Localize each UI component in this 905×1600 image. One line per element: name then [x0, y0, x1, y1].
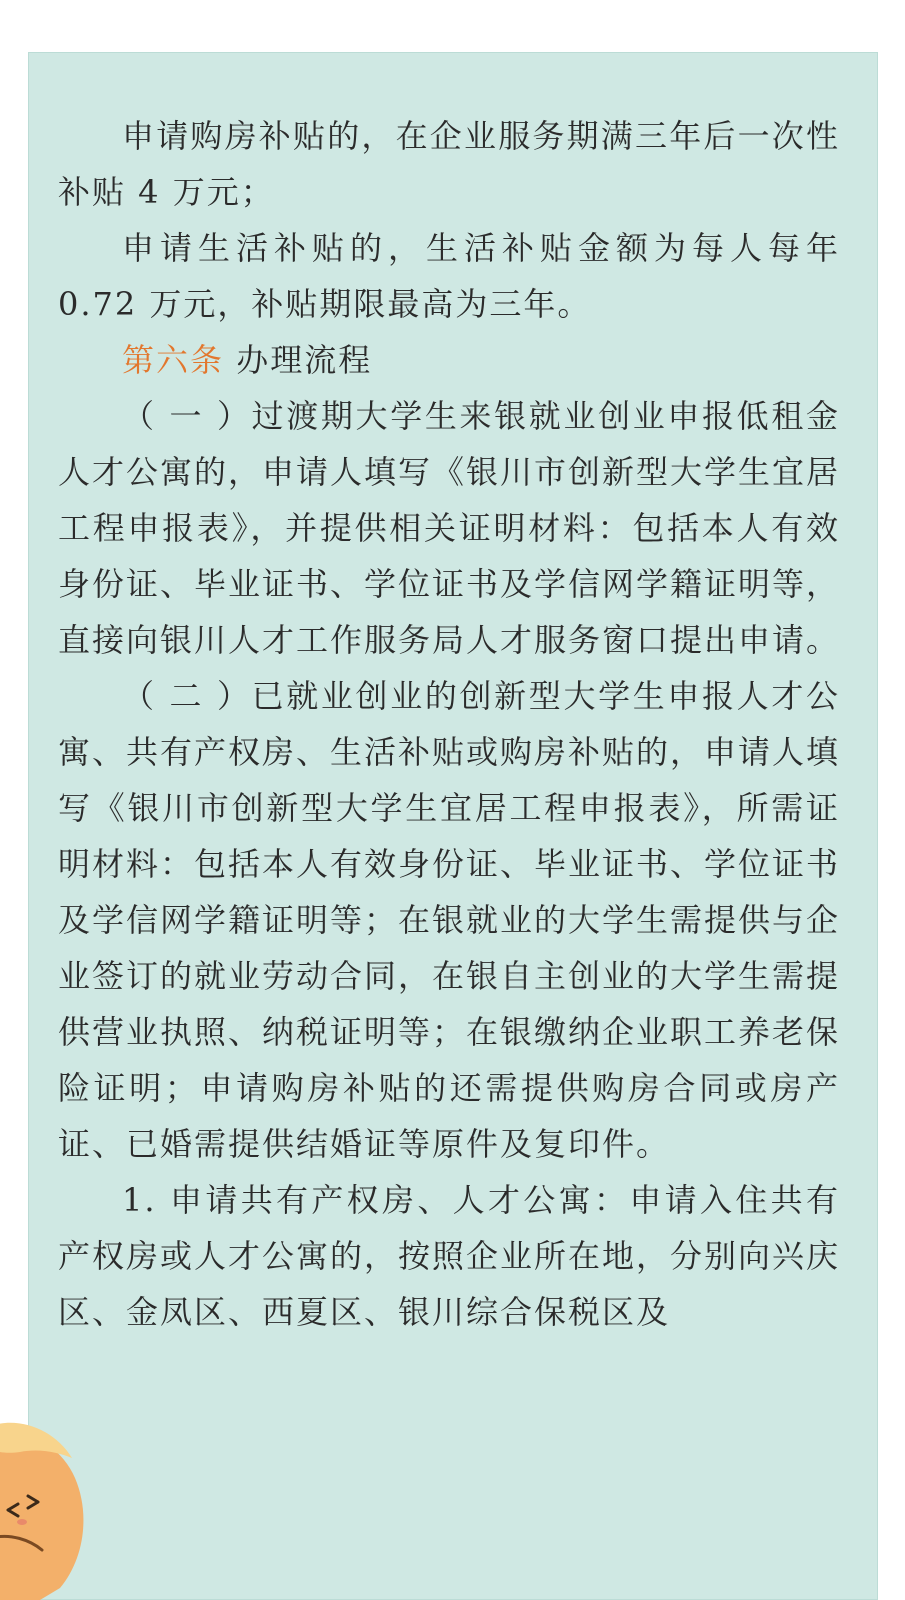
- paragraph-procedure-item-1: 1. 申请共有产权房、人才公寓：申请入住共有产权房或人才公寓的，按照企业所在地，分别向兴庆区、金凤区、西夏区、银川综合保税区及: [58, 1181, 841, 1331]
- cartoon-mascot-icon: [0, 1418, 120, 1600]
- paragraph-living-subsidy: 申请生活补贴的，生活补贴金额为每人每年 0.72 万元，补贴期限最高为三年。: [58, 229, 840, 323]
- paragraph-housing-subsidy: 申请购房补贴的，在企业服务期满三年后一次性补贴 4 万元；: [58, 117, 840, 211]
- article-content: [58, 108, 840, 1340]
- section-heading: [58, 332, 840, 388]
- section-heading-title: 办理流程: [236, 341, 373, 379]
- section-heading-number: 第六条: [122, 341, 225, 379]
- paragraph-procedure-2: （ 二 ）已就业创业的创新型大学生申报人才公寓、共有产权房、生活补贴或购房补贴的，申请人填写《银川市创新型大学生宜居工程申报表》，所需证明材料：包括本人有效身份证、毕业证书、学位证书及学信网学籍证明等；在银就业的大学生需提供与企业签订的就业劳动合同，在银自主创业的大学生需提供营业执照、纳税证明等；在银缴纳企业职工养老保险证明；申请购房补贴的还需提供购房合同或房产证、已婚需提供结婚证等原件及复印件。: [58, 677, 841, 1163]
- paragraph-procedure-1: （ 一 ）过渡期大学生来银就业创业申报低租金人才公寓的，申请人填写《银川市创新型大学生宜居工程申报表》，并提供相关证明材料：包括本人有效身份证、毕业证书、学位证书及学信网学籍证明等，直接向银川人才工作服务局人才服务窗口提出申请。: [58, 397, 841, 659]
